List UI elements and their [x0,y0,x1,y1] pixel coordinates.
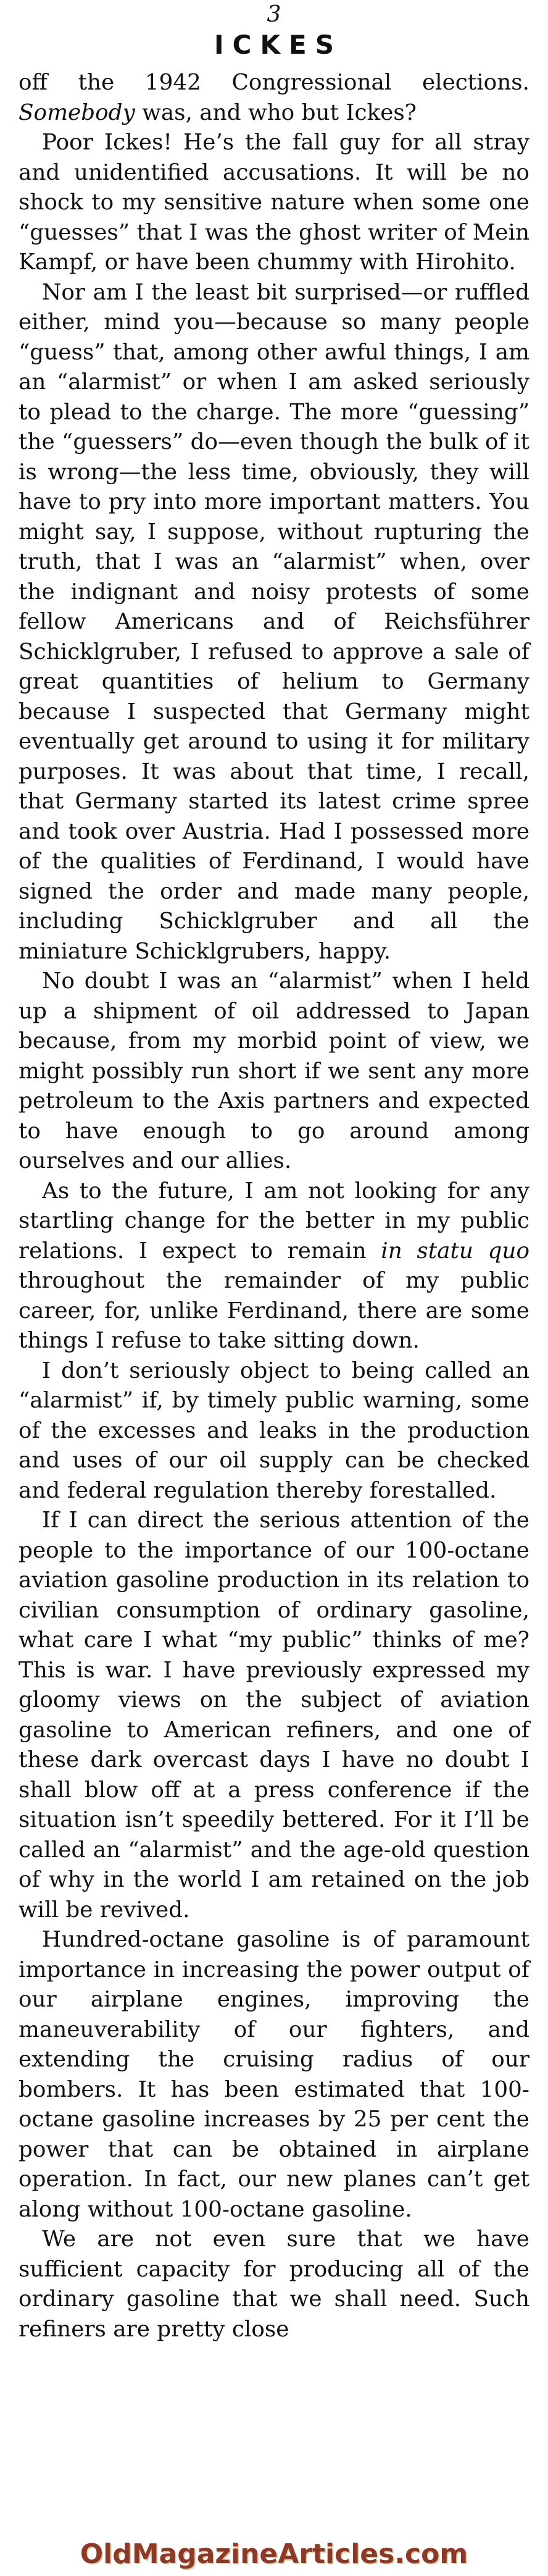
paragraph-text: was, and who but Ickes? [135,99,417,125]
paragraph-text: No doubt I was an “alarmist” when I held up a shipment of oil addressed to Japan because, from my morbid point of view, we might possibly run short if we sent any more petroleum to the Axis partners and expected to have enough to go around among ourselves and our allies. [19,968,529,1173]
page-header [0,0,548,69]
article-paragraph [19,2225,529,2344]
article-paragraph [19,1925,529,2225]
article-paragraph [19,1356,529,1506]
paragraph-text: If I can direct the serious attention of the people to the importance of our 100-octane aviation gasoline production in its relation to civilian consumption of ordinary gasoline, what care I what “my public” thinks of me? This is war. I have previously expressed my gloomy views on the subject of aviation gasoline to American refiners, and one of these dark overcast days I have no doubt I shall blow off at a press conference if the situation isn’t speedily bettered. For it I’ll be called an “alarmist” and the age-old question of why in the world I am retained on the job will be revived. [19,1508,529,1923]
article-paragraph [19,68,529,128]
article-paragraph [19,1177,529,1356]
paragraph-text: throughout the remainder of my public career, for, unlike Ferdinand, there are some things I refuse to take sitting down. [19,1268,529,1353]
italic-text: in statu quo [381,1238,529,1264]
paragraph-text: Hundred-octane gasoline is of paramount importance in increasing the power output of our airplane engines, improving the maneuverability of our fighters, and extending the cruising radius of our bombers. It has been estimated that 100-octane gasoline increases by 25 per cent the power that can be obtained in airplane operation. In fact, our new planes can’t get along without 100-octane gasoline. [19,1927,529,2222]
paragraph-text: off the 1942 Congressional elections. [19,70,529,95]
article-paragraph [19,278,529,967]
article-body [19,68,529,2344]
article-paragraph [19,967,529,1177]
article-paragraph [19,1506,529,1925]
watermark: OldMagazineArticles.com [0,2532,548,2576]
paragraph-text: We are not even sure that we have sufficient capacity for producing all of the ordinary gasoline that we shall need. Such refiners are pretty close [19,2226,529,2342]
paragraph-text: I don’t seriously object to being called an “alarmist” if, by timely public warning, some of the excesses and leaks in the production and uses of our oil supply can be checked and federal regulation thereby forestalled. [19,1357,529,1503]
article-paragraph [19,128,529,278]
paragraph-text: Poor Ickes! He’s the fall guy for all stray and unidentified accusations. It will be no shock to my sensitive nature when some one “guesses” that I was the ghost writer of Mein Kampf, or have been chummy with Hirohito. [19,130,529,275]
running-head: ICKES [214,30,342,60]
paragraph-text: Nor am I the least bit surprised—or ruffled either, mind you—because so many people “guess” that, among other awful things, I am an “alarmist” or when I am asked seriously to plead to the charge. The more “guessing” the “guessers” do—even though the bulk of it is wrong—the less time, obviously, they will have to pry into more important matters. You might say, I suppose, without rupturing the truth, that I was an “alarmist” when, over the indignant and noisy protests of some fellow Americans and of Reichsführer Schicklgruber, I refused to approve a sale of great quantities of helium to Germany because I suspected that Germany might eventually get around to using it for military purposes. It was about that time, I recall, that Germany started its latest crime spree and took over Austria. Had I possessed more of the qualities of Ferdinand, I would have signed the order and made many people, including Schicklgruber and all the miniature Schicklgrubers, happy. [19,279,529,964]
page-number: 3 [267,2,281,27]
paragraph-text: As to the future, I am not looking for any startling change for the better in my public relations. I expect to remain [19,1178,529,1264]
italic-text: Somebody [19,99,135,125]
